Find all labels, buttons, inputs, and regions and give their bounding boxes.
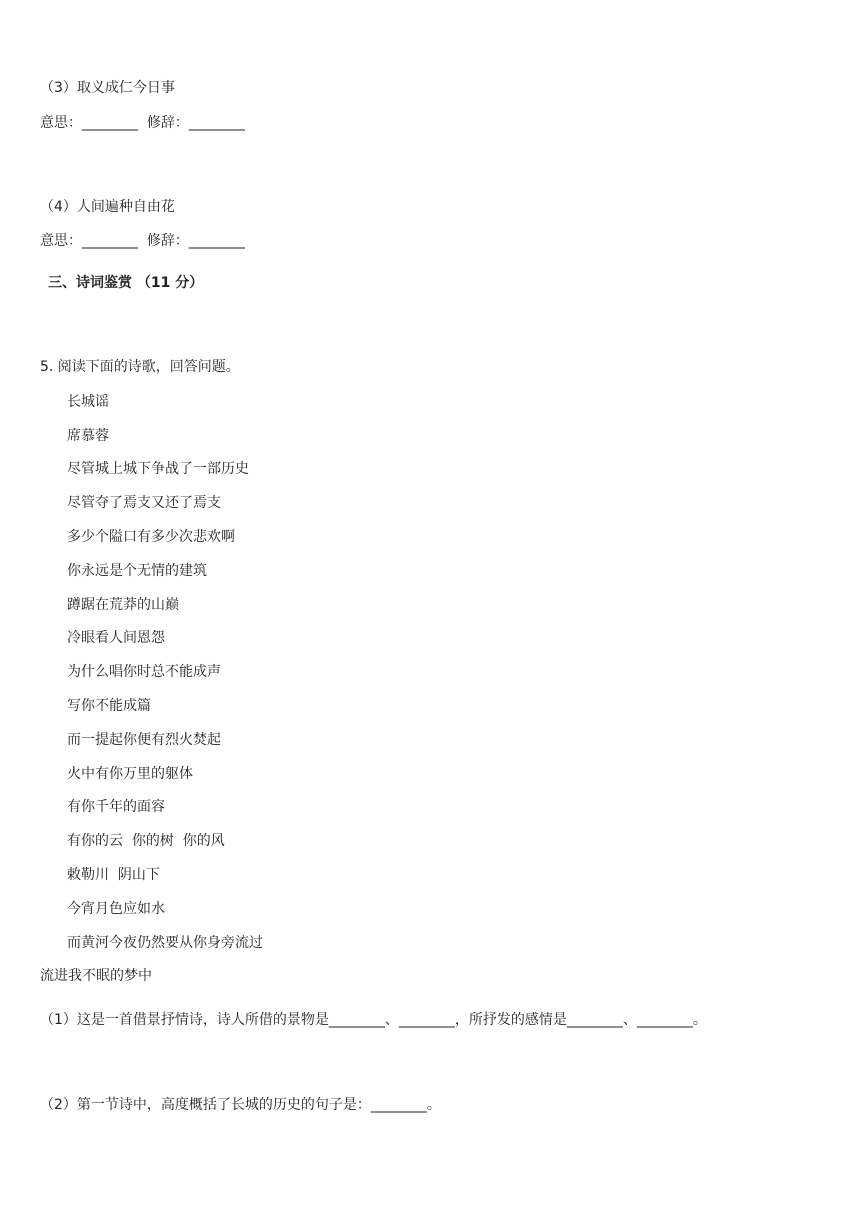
poem-line: 尽管夺了焉支又还了焉支 xyxy=(67,495,221,511)
poem-line: 多少个隘口有多少次悲欢啊 xyxy=(67,529,235,545)
poem-line: 敕勒川 阴山下 xyxy=(67,867,160,883)
section-heading: 三、诗词鉴赏 （11 分） xyxy=(48,275,204,291)
poem-line: 尽管城上城下争战了一部历史 xyxy=(67,461,249,477)
q5-sub2: （2）第一节诗中，高度概括了长城的历史的句子是：________。 xyxy=(40,1097,441,1113)
poem-line: 蹲踞在荒莽的山巅 xyxy=(67,597,179,613)
poem-line: 为什么唱你时总不能成声 xyxy=(67,664,221,680)
q5-sub1: （1）这是一首借景抒情诗，诗人所借的景物是________、________，所抒发的感情是________、________。 xyxy=(40,1012,707,1028)
q4-item: （4）人间遍种自由花 xyxy=(40,199,175,215)
poem-line: 写你不能成篇 xyxy=(67,698,151,714)
poem-author: 席慕蓉 xyxy=(67,428,109,444)
poem-line: 有你千年的面容 xyxy=(67,799,165,815)
poem-line: 火中有你万里的躯体 xyxy=(67,766,193,782)
poem-line: 而黄河今夜仍然要从你身旁流过 xyxy=(67,935,263,951)
poem-line: 有你的云 你的树 你的风 xyxy=(67,833,225,849)
q3-answer-line: 意思：________ 修辞：________ xyxy=(40,115,245,131)
poem-line: 冷眼看人间恩怨 xyxy=(67,630,165,646)
poem-last-line: 流进我不眠的梦中 xyxy=(40,968,152,984)
q3-item: （3）取义成仁今日事 xyxy=(40,80,175,96)
q5-stem: 5. 阅读下面的诗歌，回答问题。 xyxy=(40,359,240,375)
q4-answer-line: 意思：________ 修辞：________ xyxy=(40,233,245,249)
poem-line: 而一提起你便有烈火焚起 xyxy=(67,732,221,748)
poem-line: 你永远是个无情的建筑 xyxy=(67,563,207,579)
poem-line: 今宵月色应如水 xyxy=(67,901,165,917)
poem-title: 长城谣 xyxy=(67,394,109,410)
